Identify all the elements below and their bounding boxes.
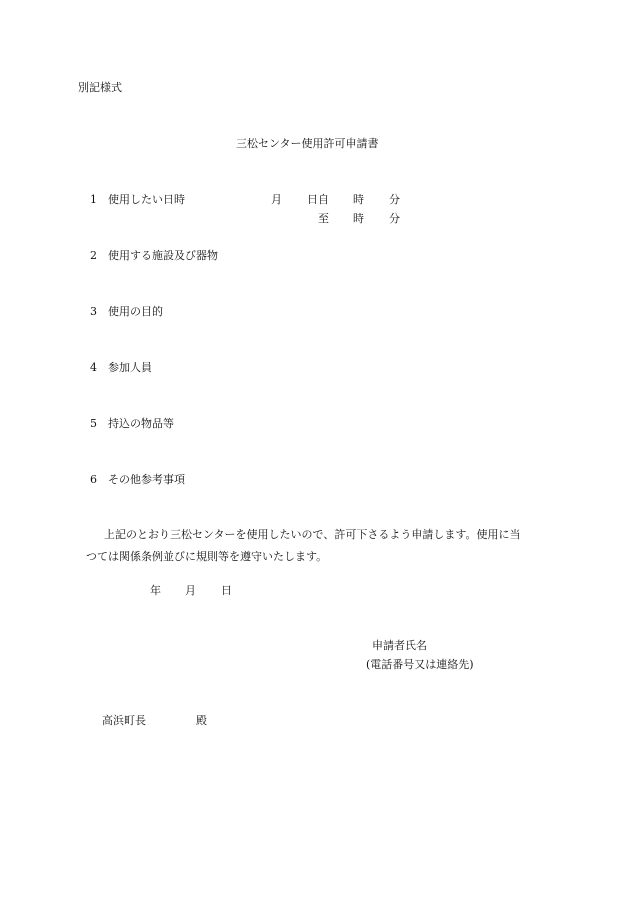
date-month: 月	[185, 584, 196, 597]
item-label: 使用したい日時	[108, 193, 185, 206]
item-label: 使用の目的	[108, 305, 163, 318]
addressee-honorific: 殿	[196, 714, 207, 727]
datetime-to: 至	[318, 212, 329, 225]
item-label: 持込の物品等	[108, 417, 174, 430]
item-label: 使用する施設及び器物	[108, 249, 218, 262]
item-label: 参加人員	[108, 361, 152, 374]
datetime-minute-2: 分	[389, 212, 400, 225]
item-number: 3	[90, 305, 97, 318]
item-3	[90, 306, 163, 317]
item-1	[90, 194, 185, 205]
date-day: 日	[221, 584, 232, 597]
item-5	[90, 418, 174, 429]
page-title: 三松センター使用許可申請書	[236, 137, 379, 150]
item-6	[90, 474, 185, 485]
datetime-hour: 時	[353, 193, 364, 206]
item-number: 5	[90, 417, 97, 430]
item-4	[90, 362, 152, 373]
statement-paragraph	[82, 524, 552, 568]
date-year: 年	[150, 584, 161, 597]
datetime-day-from: 日自	[307, 193, 329, 206]
item-number: 4	[90, 361, 97, 374]
item-number: 6	[90, 473, 97, 486]
statement-line-1: 上記のとおり三松センターを使用したいので、許可下さるよう申請します。使用に当	[104, 528, 521, 541]
form-style-label: 別記様式	[78, 81, 122, 94]
item-number: 1	[90, 193, 97, 206]
applicant-contact-label: (電話番号又は連絡先)	[366, 658, 474, 671]
item-2	[90, 250, 218, 261]
datetime-minute: 分	[389, 193, 400, 206]
datetime-month: 月	[271, 193, 282, 206]
statement-line-2: つては関係条例並びに規則等を遵守いたします。	[86, 550, 328, 563]
item-number: 2	[90, 249, 97, 262]
applicant-name-label: 申請者氏名	[372, 639, 427, 652]
datetime-hour-2: 時	[353, 212, 364, 225]
item-label: その他参考事項	[108, 473, 185, 486]
addressee-name: 高浜町長	[102, 714, 146, 727]
